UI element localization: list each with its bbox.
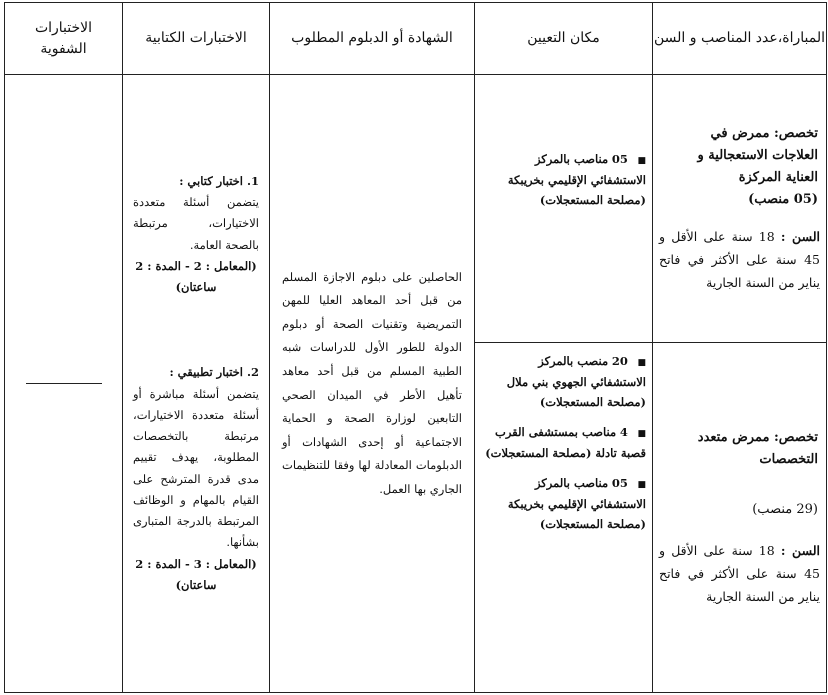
written-exam-2-coef: (المعامل : 3 - المدة : 2 ساعتان) [135,556,257,592]
specialty-2-title: تخصص: ممرض متعدد التخصصات [697,429,818,467]
place-item [475,145,652,216]
specialty-1-age [653,225,826,294]
competition-cell-1 [653,75,827,343]
specialty-1-count: (05 منصب) [748,191,818,207]
square-bullet-icon: ■ [637,358,646,368]
header-oral-exams: الاختبارات الشفوية [5,3,123,75]
post-count: 05 [611,152,628,166]
place-cell-1 [475,75,653,343]
place-item [475,347,652,418]
header-place: مكان التعيين [475,3,653,75]
specialty-2-count: (29 منصب) [752,501,818,517]
post-location: مناصب بالمركز الاستشفائي الإقليمي بخريبكة (مصلحة المستعجلات) [507,152,646,207]
post-count: 20 [611,354,628,368]
specialty-2-age [653,539,826,608]
written-exam-2-text: يتضمن أسئلة مباشرة أو أسئلة متعددة الاختيارات، مرتبطة بالتخصصات المطلوبة، يهدف تقييم مدى قدرة المترشح على القيام بالمهام و الوظائف المرتبطة بالدرجة المتبارى بشأنها. [133,386,259,550]
post-count: 05 [611,475,628,490]
empty-dash [26,383,102,384]
age-text: 18 سنة على الأقل و 45 سنة على الأكثر في فاتح يناير من السنة الجارية [659,229,820,291]
square-bullet-icon: ■ [637,429,646,439]
header-written-exams: الاختبارات الكتابية [123,3,270,75]
age-label: السن : [780,542,820,558]
square-bullet-icon: ■ [637,479,646,490]
competition-cell-2 [653,343,827,693]
square-bullet-icon: ■ [637,156,646,166]
place-cell-2 [475,343,653,693]
oral-exams-cell [5,75,123,693]
place-item [475,418,652,469]
post-location: منصب بالمركز الاستشفائي الجهوي بني ملال (مصلحة المستعجلات) [506,354,646,409]
header-diploma: الشهادة أو الدبلوم المطلوب [270,3,475,75]
age-text: 18 سنة على الأقل و 45 سنة على الأكثر في فاتح يناير من السنة الجارية [659,542,820,605]
exam-table [4,2,827,693]
diploma-text: الحاصلين على دبلوم الاجازة المسلم من قبل أحد المعاهد العليا للمهن التمريضية وتقنيات الصحة أو دبلوم الدولة للطور الأول للدراسات شبه الطبية المسلم من قبل أحد معاهد تأهيل الأطر في الميدان الصحي التابعين لوزارة الصحة و الحماية الاجتماعية أو إحدى الشهادات أو الدبلومات المعادلة لها وفقا للتنظيمات الجاري بها العمل. [282,269,462,496]
header-row [5,3,827,75]
post-count: 4 [619,425,628,439]
post-location: مناصب بمستشفى القرب قصبة تادلة (مصلحة المستعجلات) [485,425,646,460]
specialty-1-title: تخصص: ممرض في العلاجات الاستعجالية و العناية المركزة [697,125,818,185]
header-competition: المباراة،عدد المناصب و السن [653,3,827,75]
written-exam-1 [123,171,269,299]
written-exam-1-text: يتضمن أسئلة متعددة الاختيارات، مرتبطة بالصحة العامة. [133,195,259,252]
written-exam-2 [123,362,269,596]
written-exam-1-title: 1. اختبار كتابي : [179,173,259,188]
written-exams-cell [123,75,270,693]
age-label: السن : [780,229,820,244]
place-item [475,469,652,540]
written-exam-1-coef: (المعامل : 2 - المدة : 2 ساعتان) [135,258,257,295]
row-specialty-1 [5,75,827,343]
post-location: مناصب بالمركز الاستشفائي الإقليمي بخريبكة (مصلحة المستعجلات) [507,475,646,531]
diploma-cell [270,75,475,693]
written-exam-2-title: 2. اختبار تطبيقي : [169,365,259,380]
